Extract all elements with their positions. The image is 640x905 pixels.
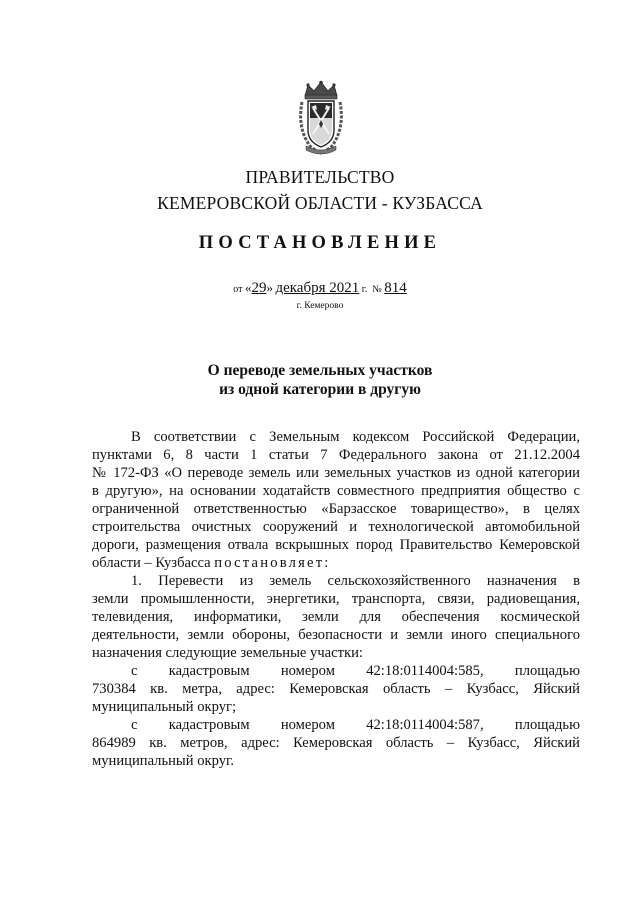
body-line: пунктами 6, 8 части 1 статьи 7 Федерального закона от 21.12.2004 (92, 447, 580, 463)
body-line: дороги, размещения отвала вскрышных пород Правительство Кемеровской (92, 537, 580, 553)
body-line: телевидения, информатики, земли для обеспечения космической (92, 609, 580, 625)
resolution-word: постановляет: (214, 555, 331, 571)
date-prefix: от (233, 284, 243, 295)
body-line: назначения следующие земельные участки: (92, 645, 363, 661)
document-type-heading: ПОСТАНОВЛЕНИЕ (198, 233, 442, 253)
parcel-line: с кадастровым номером 42:18:0114004:585, площадью (131, 663, 580, 679)
body-line: ограниченной ответственностью «Барзасское товарищество», в целях (92, 501, 580, 517)
document-title-line2: из одной категории в другую (219, 381, 421, 398)
organization-name-line2: КЕМЕРОВСКОЙ ОБЛАСТИ - КУЗБАССА (157, 193, 483, 213)
organization-name-line1: ПРАВИТЕЛЬСТВО (245, 167, 395, 187)
body-line: в другую», на основании ходатайств совместного предприятия общество с (92, 483, 580, 499)
date-close-quote: » (266, 280, 273, 295)
document-date-number (0, 280, 640, 297)
parcel-line: 864989 кв. метров, адрес: Кемеровская область – Кузбасс, Яйский (92, 735, 580, 751)
date-month-year: декабря 2021 (275, 280, 360, 296)
body-line: В соответствии с Земельным кодексом Российской Федерации, (131, 429, 580, 445)
date-day: 29 (251, 280, 267, 296)
date-year-suffix: г. (361, 284, 368, 295)
parcel-line: 730384 кв. метра, адрес: Кемеровская область – Кузбасс, Яйский (92, 681, 580, 697)
body-line: строительства очистных сооружений и технологической автомобильной (92, 519, 580, 535)
body-line-resolution (92, 554, 580, 572)
document-city: г. Кемерово (296, 301, 344, 311)
body-line: деятельности, земли обороны, безопасности и земли иного специального (92, 627, 580, 643)
date-open-quote: « (244, 280, 252, 295)
body-line: 1. Перевести из земель сельскохозяйственного назначения в (131, 573, 580, 589)
number-sign: № (372, 284, 382, 295)
body-line: земли промышленности, энергетики, транспорта, связи, радиовещания, (92, 591, 580, 607)
document-number: 814 (384, 280, 407, 296)
parcel-line: муниципальный округ. (92, 753, 234, 769)
coat-of-arms-emblem (296, 80, 346, 156)
body-line: № 172-ФЗ «О переводе земель или земельных участков из одной категории (92, 465, 580, 481)
body-line-prefix: области – Кузбасса (92, 555, 211, 571)
parcel-line: муниципальный округ; (92, 699, 237, 715)
document-title-line1: О переводе земельных участков (207, 362, 433, 379)
parcel-line: с кадастровым номером 42:18:0114004:587, площадью (131, 717, 580, 733)
